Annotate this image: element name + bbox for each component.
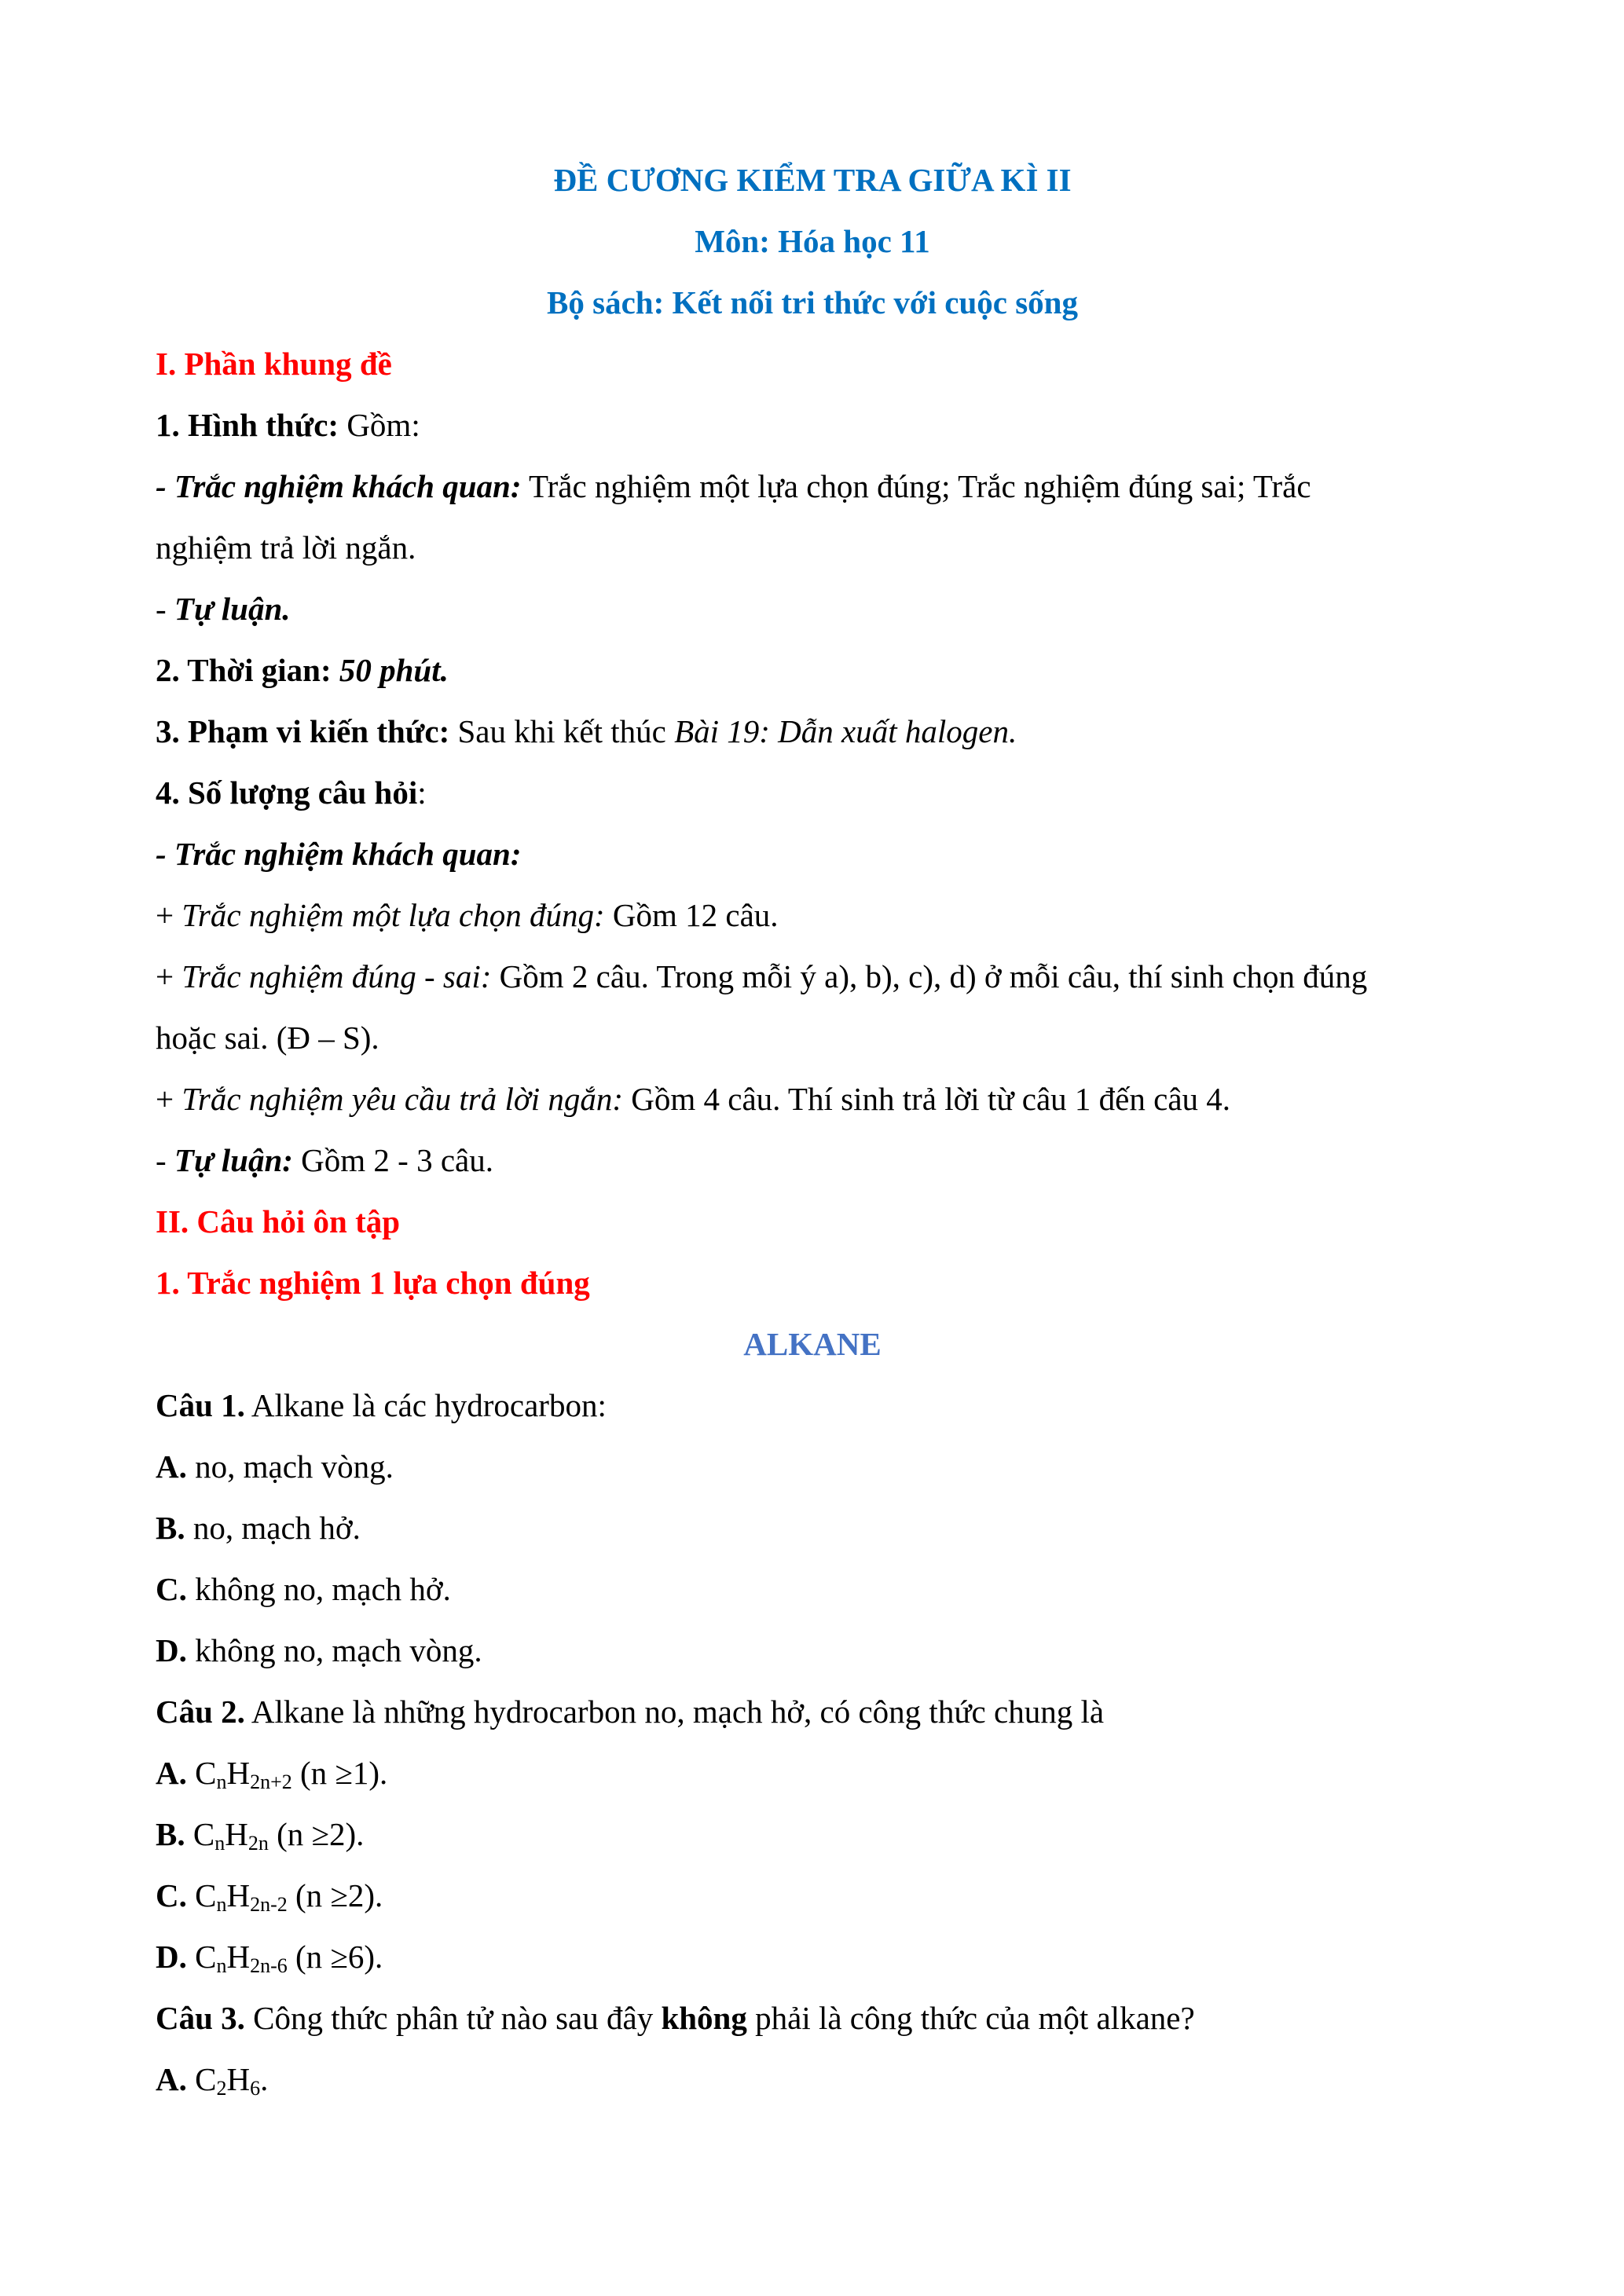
topic-heading: ALKANE (743, 1326, 882, 1362)
question-text: Alkane là những hydrocarbon no, mạch hở, có công thức chung là (244, 1694, 1105, 1730)
tf-text: Gồm 2 câu. Trong mỗi ý a), b), c), d) ở mỗi câu, thí sinh chọn đúng (491, 958, 1368, 994)
tf-line (156, 946, 1469, 1007)
formula-c: C (186, 1755, 217, 1791)
formula-c: C (186, 1939, 217, 1975)
formula-sub: 2n-6 (250, 1954, 288, 1977)
formula-h: H (226, 1877, 251, 1913)
option-letter: B. (156, 1816, 185, 1852)
objective-line (156, 456, 1469, 517)
mc-line (156, 884, 1469, 946)
essay2-dash: - (156, 1142, 174, 1178)
formula-condition: (n ≥1). (291, 1755, 388, 1791)
option-letter: B. (156, 1510, 185, 1546)
question-text: Alkane là các hydrocarbon: (244, 1387, 607, 1423)
document-body (156, 149, 1469, 2110)
option-letter: C. (156, 1877, 187, 1913)
scope-label: 3. Phạm vi kiến thức: (156, 713, 450, 749)
mc-prefix: + (156, 897, 182, 933)
formula-h: H (226, 1755, 251, 1791)
count-line (156, 762, 1469, 823)
q2-option-b (156, 1803, 1469, 1865)
q3-option-a (156, 2049, 1469, 2110)
formula-c: C (186, 1877, 217, 1913)
sa-label: Trắc nghiệm yêu cầu trả lời ngắn: (181, 1081, 624, 1117)
formula-h: H (226, 1939, 251, 1975)
mc-text: Gồm 12 câu. (604, 897, 779, 933)
formula-condition: (n ≥2). (287, 1877, 383, 1913)
essay-line (156, 578, 1469, 639)
time-line (156, 639, 1469, 701)
count-label: 4. Số lượng câu hỏi (156, 774, 418, 811)
count-colon: : (417, 774, 427, 811)
scope-text: Sau khi kết thúc (449, 713, 675, 749)
book-line: Bộ sách: Kết nối tri thức với cuộc sống (547, 284, 1078, 320)
formula-condition: (n ≥2). (268, 1816, 365, 1852)
essay2-text: Gồm 2 - 3 câu. (292, 1142, 493, 1178)
scope-line (156, 701, 1469, 762)
section-heading-review: II. Câu hỏi ôn tập (156, 1203, 401, 1240)
objective-line-2 (156, 823, 1469, 884)
objective-label: - Trắc nghiệm khách quan: (156, 468, 522, 504)
option-letter: A. (156, 1448, 187, 1485)
subject-line: Môn: Hóa học 11 (695, 223, 930, 259)
option-text: không no, mạch vòng. (186, 1632, 482, 1668)
formula-sub: 2 (216, 2077, 227, 2100)
q2-option-a (156, 1742, 1469, 1803)
q1-option-c (156, 1558, 1469, 1620)
essay-dash: - (156, 591, 174, 627)
option-text: không no, mạch hở. (186, 1571, 451, 1607)
formula-sub: n (216, 1771, 227, 1793)
essay-label: Tự luận. (174, 591, 291, 627)
objective-text: Trắc nghiệm một lựa chọn đúng; Trắc nghiệm đúng sai; Trắc (521, 468, 1311, 504)
option-letter: C. (156, 1571, 187, 1607)
essay-line-2 (156, 1130, 1469, 1191)
sa-prefix: + (156, 1081, 182, 1117)
option-letter: A. (156, 1755, 187, 1791)
option-letter: D. (156, 1632, 187, 1668)
sa-line (156, 1068, 1469, 1130)
objective-label-2: - Trắc nghiệm khách quan: (156, 836, 522, 872)
formula-c: C (185, 1816, 215, 1852)
form-value: Gồm: (339, 407, 420, 443)
sub-heading-mc: 1. Trắc nghiệm 1 lựa chọn đúng (156, 1265, 590, 1301)
formula-end: . (260, 2061, 269, 2097)
objective-line-cont: nghiệm trả lời ngắn. (156, 529, 416, 566)
formula-sub: 2n+2 (250, 1771, 292, 1793)
option-text: no, mạch hở. (185, 1510, 361, 1546)
form-line (156, 394, 1469, 456)
question-text: Công thức phân tử nào sau đây (244, 2000, 662, 2036)
question-emphasis: không (661, 2000, 747, 2036)
q2-option-d (156, 1926, 1469, 1987)
section-heading-structure: I. Phần khung đề (156, 346, 392, 382)
question-label: Câu 1. (156, 1387, 245, 1423)
option-text: no, mạch vòng. (186, 1448, 394, 1485)
formula-sub: n (216, 1954, 227, 1977)
formula-sub: 2n (247, 1832, 269, 1855)
question-3 (156, 1987, 1469, 2049)
scope-lesson: Bài 19: Dẫn xuất halogen. (674, 713, 1017, 749)
formula-condition: (n ≥6). (287, 1939, 383, 1975)
time-value: 50 phút. (331, 652, 449, 688)
formula-sub: n (214, 1832, 225, 1855)
tf-prefix: + (156, 958, 182, 994)
option-letter: A. (156, 2061, 187, 2097)
tf-label: Trắc nghiệm đúng - sai: (181, 958, 492, 994)
question-1 (156, 1375, 1469, 1436)
essay2-label: Tự luận: (174, 1142, 293, 1178)
formula-sub: 6 (250, 2077, 261, 2100)
q1-option-b (156, 1497, 1469, 1558)
sa-text: Gồm 4 câu. Thí sinh trả lời từ câu 1 đến câu 4. (623, 1081, 1231, 1117)
question-text: phải là công thức của một alkane? (746, 2000, 1195, 2036)
time-label: 2. Thời gian: (156, 652, 332, 688)
question-label: Câu 2. (156, 1694, 245, 1730)
formula-sub: n (216, 1893, 227, 1916)
formula-h: H (225, 1816, 248, 1852)
formula-h: H (226, 2061, 251, 2097)
question-label: Câu 3. (156, 2000, 245, 2036)
tf-line-cont: hoặc sai. (Đ – S). (156, 1020, 379, 1056)
formula-sub: 2n-2 (250, 1893, 288, 1916)
formula-c: C (186, 2061, 217, 2097)
question-2 (156, 1681, 1469, 1742)
document-title: ĐỀ CƯƠNG KIỂM TRA GIỮA KÌ II (553, 162, 1072, 198)
q2-option-c (156, 1865, 1469, 1926)
option-letter: D. (156, 1939, 187, 1975)
q1-option-a (156, 1436, 1469, 1497)
q1-option-d (156, 1620, 1469, 1681)
mc-label: Trắc nghiệm một lựa chọn đúng: (181, 897, 605, 933)
form-label: 1. Hình thức: (156, 407, 339, 443)
